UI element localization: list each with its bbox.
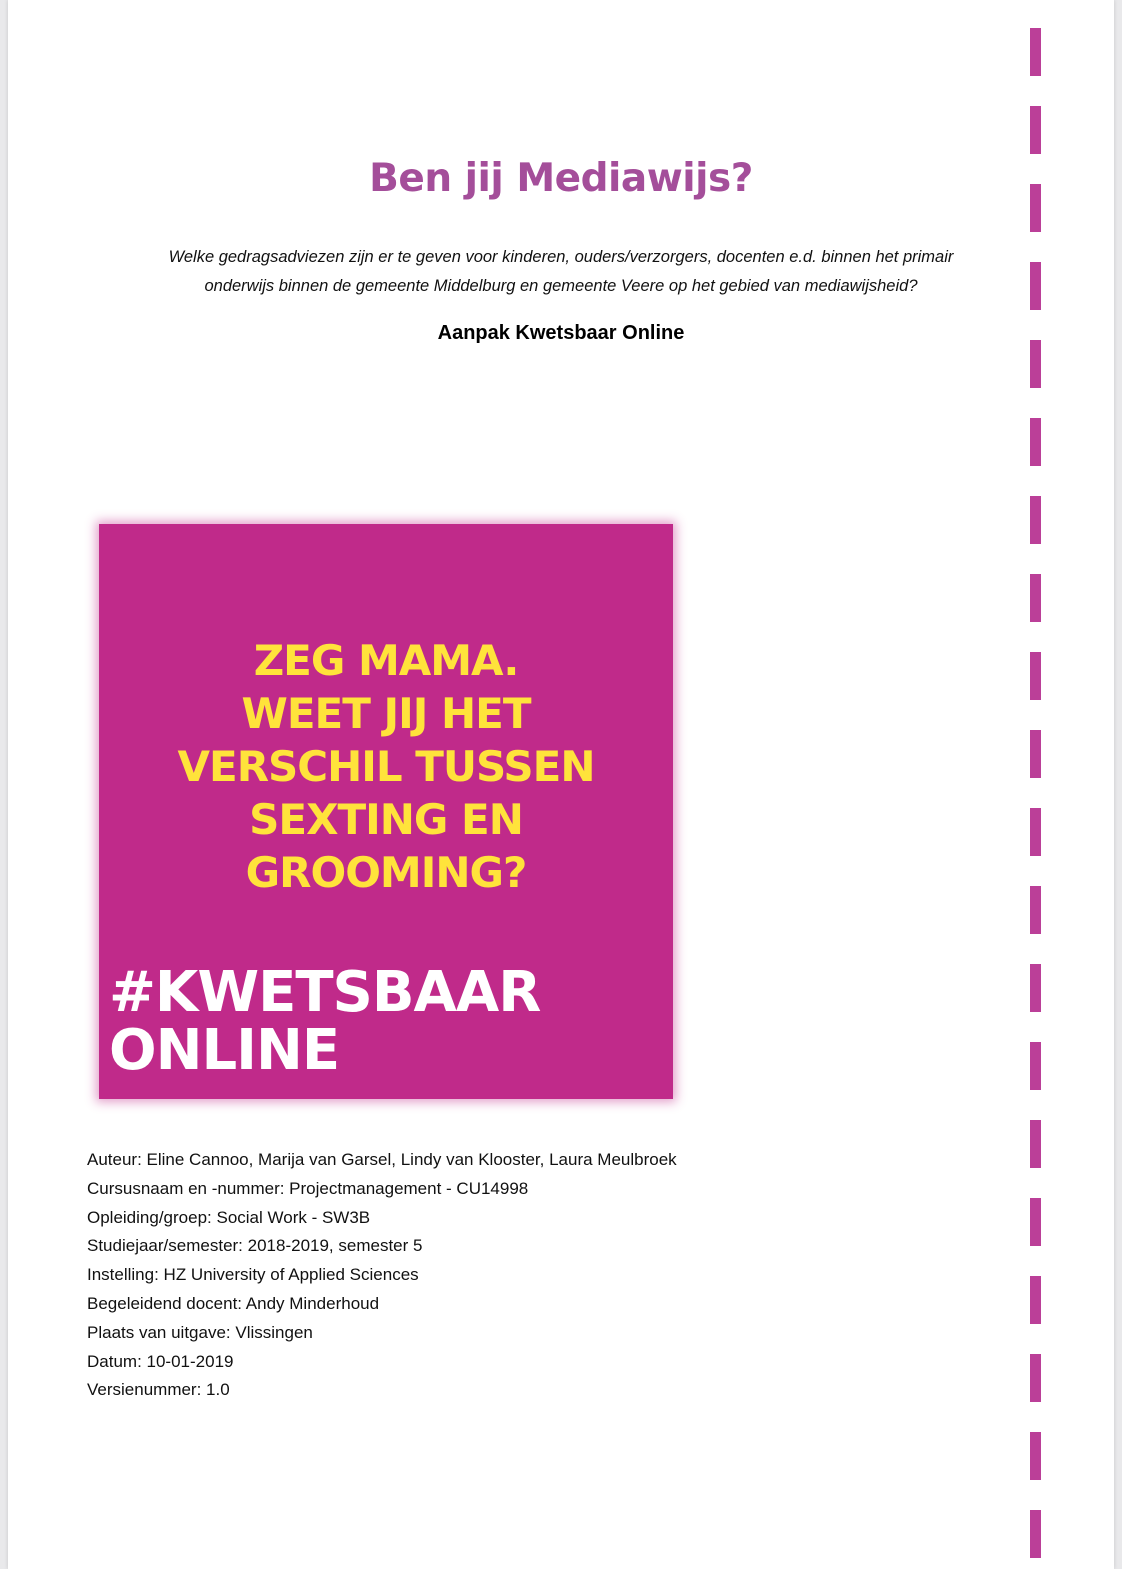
poster-line: WEET JIJ HET	[241, 689, 531, 738]
research-question-line: Welke gedragsadviezen zijn er te geven voor kinderen, ouders/verzorgers, docenten e.d. binnen het primair	[168, 248, 954, 266]
poster-line: SEXTING EN	[249, 795, 523, 844]
document-title: Ben jij Mediawijs?	[369, 156, 753, 201]
metadata-supervisor: Begeleidend docent: Andy Minderhoud	[87, 1293, 380, 1313]
campaign-poster-image	[99, 524, 673, 1099]
metadata-study-year: Studiejaar/semester: 2018-2019, semester 5	[87, 1236, 423, 1256]
poster-question	[99, 634, 673, 899]
poster-hashtag	[109, 960, 541, 1083]
poster-line: GROOMING?	[245, 848, 527, 897]
metadata-institution: Instelling: HZ University of Applied Sciences	[87, 1265, 419, 1285]
document-subtitle: Aanpak Kwetsbaar Online	[437, 322, 685, 344]
poster-hashtag-line: ONLINE	[109, 1018, 340, 1083]
research-question	[100, 243, 1022, 301]
metadata-publication-place: Plaats van uitgave: Vlissingen	[87, 1322, 313, 1342]
document-metadata	[87, 1146, 887, 1405]
dashed-border-decoration	[1030, 28, 1041, 1569]
metadata-version: Versienummer: 1.0	[87, 1380, 230, 1400]
poster-hashtag-line: #KWETSBAAR	[109, 960, 541, 1025]
research-question-line: onderwijs binnen de gemeente Middelburg en gemeente Veere op het gebied van mediawijsheid?	[204, 277, 918, 295]
poster-line: VERSCHIL TUSSEN	[177, 742, 595, 791]
metadata-date: Datum: 10-01-2019	[87, 1351, 234, 1371]
metadata-program: Opleiding/groep: Social Work - SW3B	[87, 1207, 371, 1227]
metadata-author: Auteur: Eline Cannoo, Marija van Garsel, Lindy van Klooster, Laura Meulbroek	[87, 1150, 677, 1169]
poster-line: ZEG MAMA.	[253, 636, 519, 685]
metadata-course: Cursusnaam en -nummer: Projectmanagement - CU14998	[87, 1178, 529, 1198]
